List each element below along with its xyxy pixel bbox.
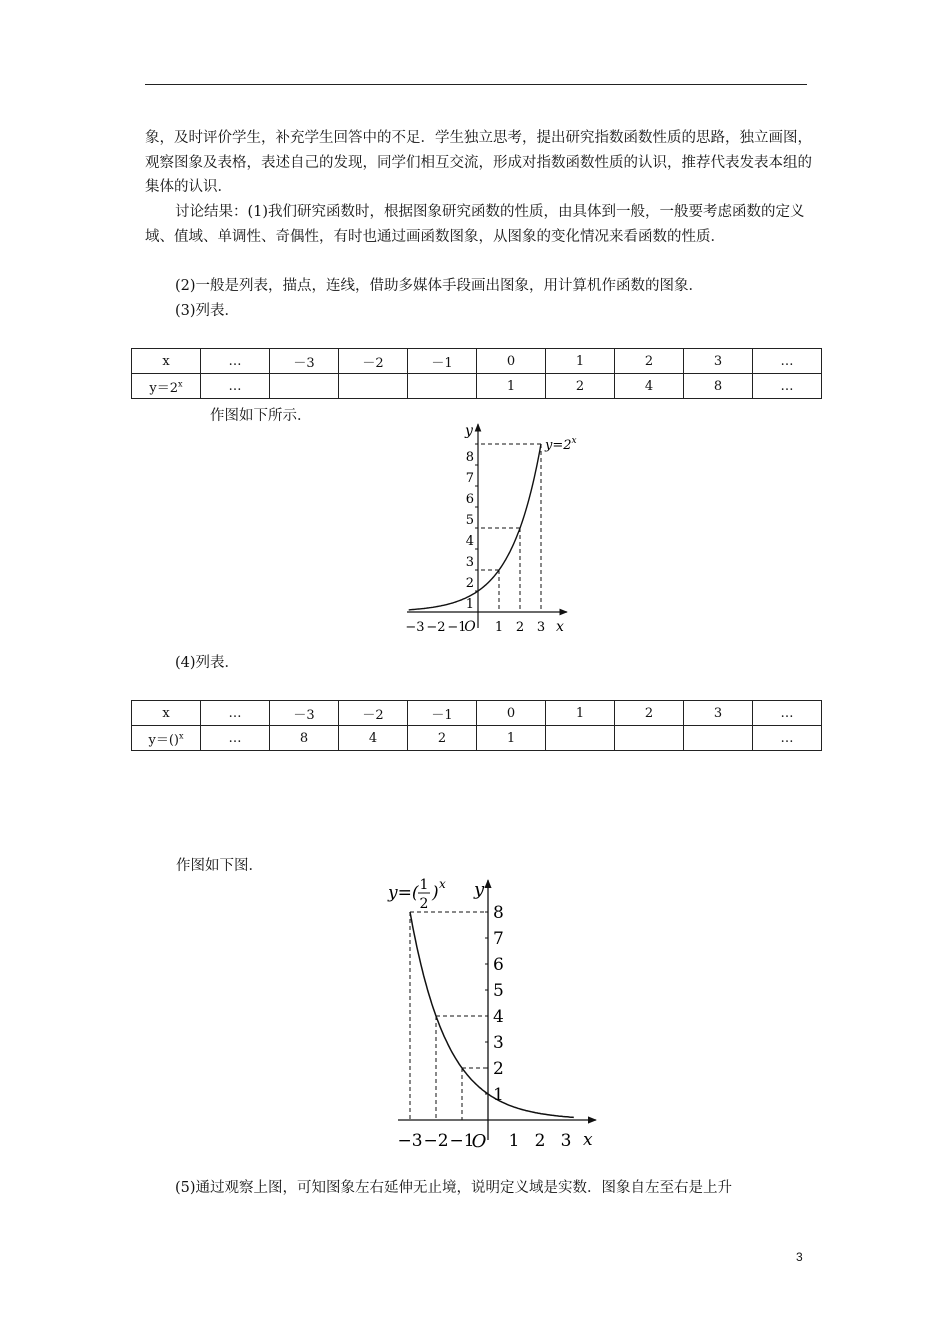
table-cell: 8 — [684, 374, 753, 399]
table-cell: 0 — [477, 349, 546, 374]
page-number: 3 — [796, 1250, 803, 1264]
table-cell: －3 — [270, 701, 339, 726]
graph-2-to-x — [395, 420, 585, 642]
y-axis-label: y — [474, 879, 485, 900]
x-tick-label: 2 — [534, 1131, 546, 1151]
x-tick-label: 3 — [560, 1131, 572, 1151]
y-tick-label: 3 — [493, 1033, 504, 1053]
table-cell: 3 — [684, 701, 753, 726]
y-tick-label: 1 — [465, 597, 474, 612]
table-cell: 3 — [684, 349, 753, 374]
x-tick-label: 3 — [536, 620, 546, 635]
table-cell: 4 — [615, 374, 684, 399]
table-cell: 0 — [477, 701, 546, 726]
y-tick-label: 4 — [493, 1007, 504, 1027]
x-tick-label: 1 — [508, 1131, 520, 1151]
table-cell: －1 — [408, 701, 477, 726]
y-tick-label: 3 — [465, 555, 474, 570]
x-axis-label: x — [583, 1130, 593, 1150]
table-cell: 8 — [270, 726, 339, 751]
curve-label — [387, 877, 446, 912]
x-tick-label: 2 — [515, 620, 525, 635]
x-tick-label: −1 — [449, 1131, 475, 1151]
table-cell: x — [132, 701, 201, 726]
x-tick-label: −2 — [426, 620, 446, 635]
curve-half-to-x — [410, 912, 574, 1117]
table-row — [132, 701, 822, 726]
table-cell: … — [201, 349, 270, 374]
paragraph-intro: 象，及时评价学生，补充学生回答中的不足．学生独立思考，提出研究指数函数性质的思路，独立画图，观察图象及表格，表述自己的发现，同学们相互交流，形成对指数函数性质的认识，推荐代表发表本组的集体的认识． — [145, 130, 812, 195]
table-cell — [270, 374, 339, 399]
table-cell-label — [132, 374, 201, 399]
guide-lines — [478, 444, 541, 612]
y-tick-labels — [466, 450, 474, 612]
table-cell — [339, 374, 408, 399]
table-cell — [615, 726, 684, 751]
curve-2-to-x — [409, 444, 541, 610]
table-cell: －2 — [339, 349, 408, 374]
svg-text:y=(: y=( — [388, 883, 419, 903]
paragraph-observation: (5)通过观察上图，可知图象左右延伸无止境，说明定义域是实数．图象自左至右是上升 — [175, 1180, 733, 1196]
x-tick-label: 1 — [494, 620, 504, 635]
table-cell: －2 — [339, 701, 408, 726]
y-tick-label: 2 — [465, 576, 474, 591]
table-cell: 2 — [615, 349, 684, 374]
table-row — [132, 726, 822, 751]
exponent: x — [178, 379, 183, 389]
y-tick-label: 5 — [465, 513, 474, 528]
exponent: x — [178, 731, 184, 741]
function-label: y＝2 — [149, 380, 179, 396]
y-tick-label: 8 — [465, 450, 474, 465]
table-cell: －3 — [270, 349, 339, 374]
table-cell: … — [753, 349, 822, 374]
table-cell: 2 — [408, 726, 477, 751]
y-axis-label: y — [465, 423, 473, 439]
value-table-half-x — [131, 700, 822, 751]
curve-label: $y=2^x$ — [545, 436, 577, 453]
table-cell — [546, 726, 615, 751]
table-cell: … — [753, 374, 822, 399]
table-cell: 1 — [546, 349, 615, 374]
y-tick-label: 6 — [493, 955, 504, 975]
figure-caption-1: 作图如下所示． — [210, 408, 312, 424]
table-cell: x — [132, 349, 201, 374]
paragraph-discussion: 讨论结果：(1)我们研究函数时，根据图象研究函数的性质，由具体到一般，一般要考虑函数的定义域、值域、单调性、奇偶性，有时也通过画函数图象，从图象的变化情况来看函数的性质． — [145, 204, 805, 245]
table-cell: 2 — [546, 374, 615, 399]
table-row — [132, 374, 822, 399]
table-cell: 1 — [477, 374, 546, 399]
table-row — [132, 349, 822, 374]
header-rule — [145, 84, 807, 85]
y-tick-label: 2 — [493, 1059, 504, 1079]
table-cell: … — [201, 374, 270, 399]
origin-label: O — [464, 619, 476, 635]
value-table-2x — [131, 348, 822, 399]
table-cell: … — [201, 701, 270, 726]
x-tick-label: −1 — [447, 620, 467, 635]
svg-text:x: x — [439, 877, 446, 891]
y-tick-label: 1 — [493, 1085, 504, 1105]
svg-text:1: 1 — [419, 877, 429, 893]
y-tick-label: 8 — [493, 903, 504, 923]
y-tick-label: 4 — [465, 534, 474, 549]
svg-text:): ) — [432, 883, 439, 903]
table-cell — [408, 374, 477, 399]
table-cell: 1 — [477, 726, 546, 751]
y-tick-label: 6 — [465, 492, 474, 507]
table-cell: … — [201, 726, 270, 751]
y-tick-label: 7 — [493, 929, 504, 949]
y-tick-label: 5 — [493, 981, 504, 1001]
svg-text:2: 2 — [419, 896, 429, 912]
graph-half-to-x — [380, 872, 600, 1152]
table-cell: … — [753, 701, 822, 726]
table-cell-label — [132, 726, 201, 751]
table-cell: 4 — [339, 726, 408, 751]
paragraph-list-heading-3: (3)列表． — [175, 303, 240, 319]
table-cell — [684, 726, 753, 751]
x-tick-label: −3 — [397, 1131, 423, 1151]
y-tick-labels — [493, 903, 504, 1105]
table-cell: －1 — [408, 349, 477, 374]
x-tick-label: −2 — [423, 1131, 449, 1151]
paragraph-method: (2)一般是列表，描点，连线，借助多媒体手段画出图象，用计算机作函数的图象． — [175, 278, 704, 294]
figure-caption-2: 作图如下图． — [176, 858, 263, 874]
table-cell: 2 — [615, 701, 684, 726]
guide-lines — [410, 912, 488, 1120]
x-tick-label: −3 — [405, 620, 425, 635]
x-axis-label: x — [556, 619, 564, 635]
table-cell: … — [753, 726, 822, 751]
table-cell: 1 — [546, 701, 615, 726]
function-label: y＝() — [148, 732, 179, 748]
paragraph-list-heading-4: (4)列表． — [175, 655, 240, 671]
origin-label: O — [471, 1131, 487, 1152]
y-tick-label: 7 — [465, 471, 474, 486]
